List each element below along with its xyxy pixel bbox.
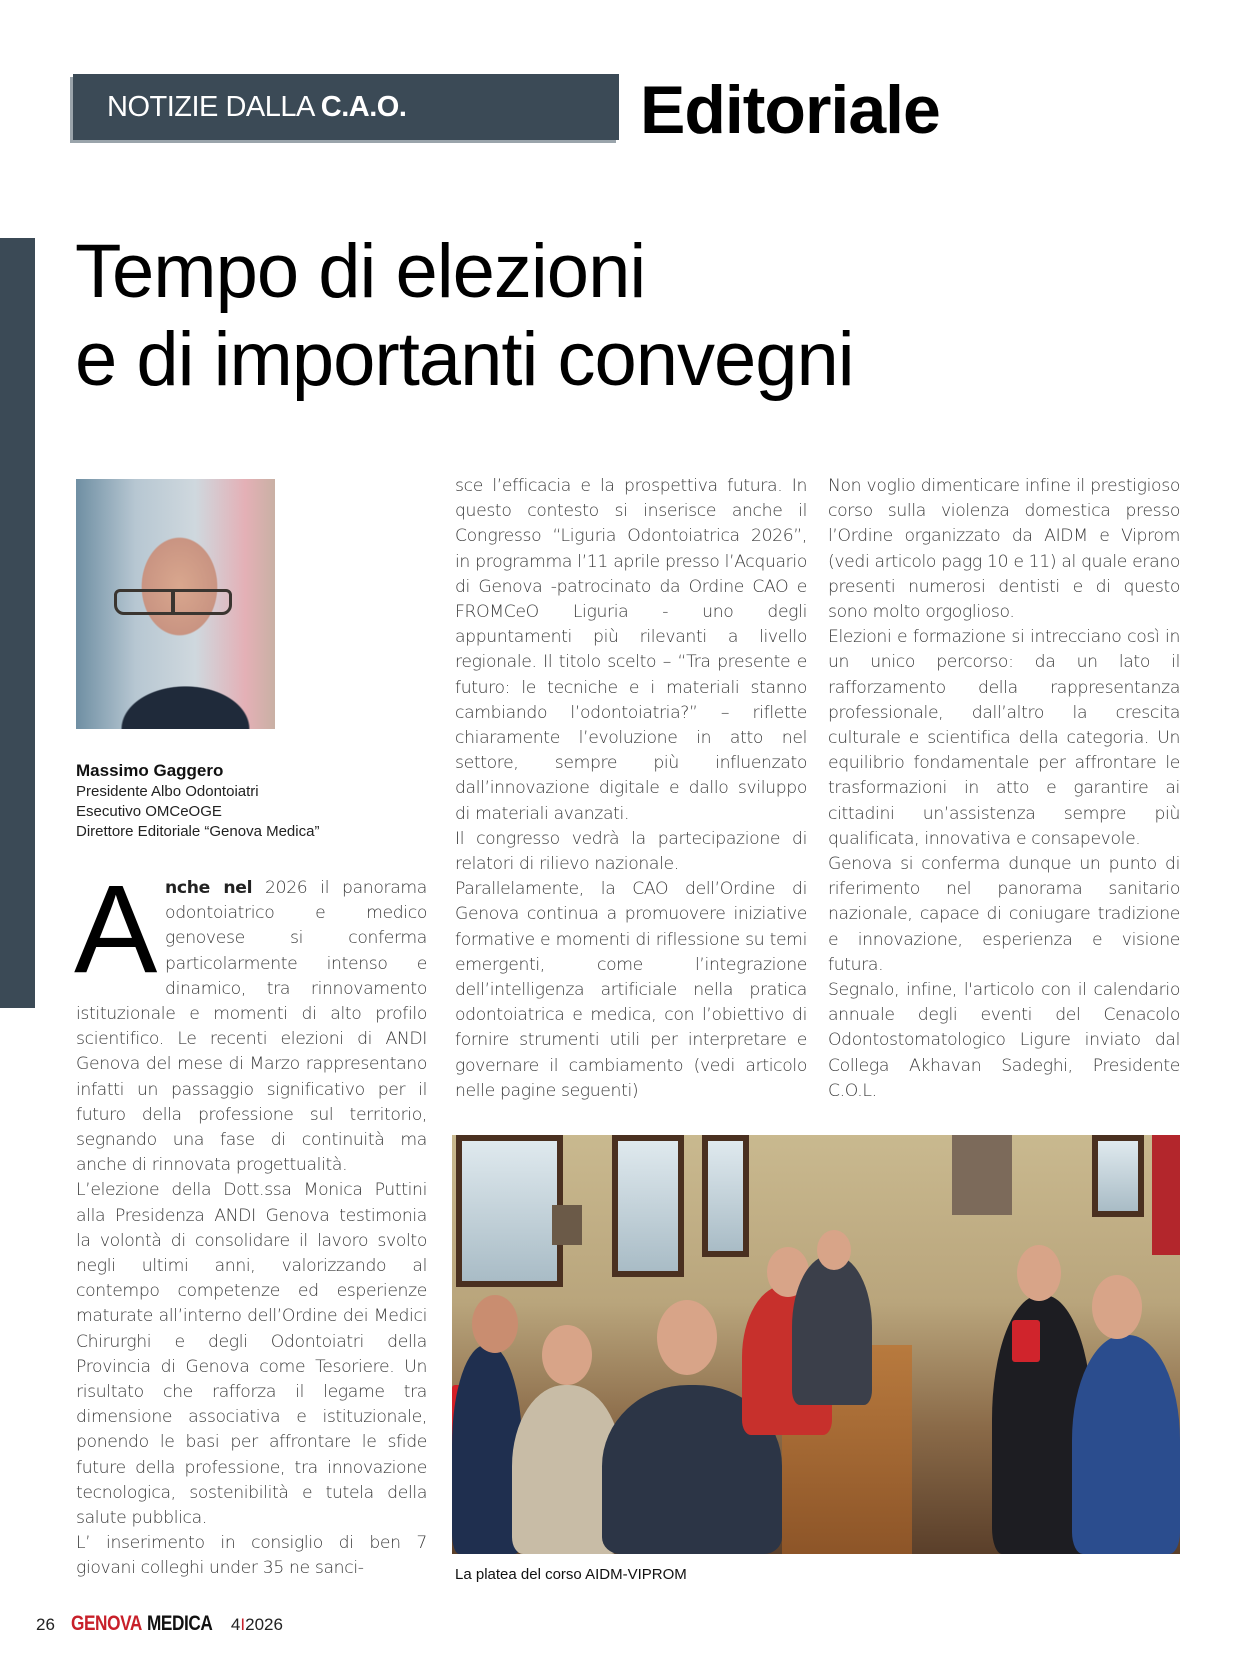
paragraph-text: 2026 il panorama odontoiatrico e medico genovese si conferma particolarmente intenso e dinamico, tra rinnovamento istituzionale e momenti di alto profilo scientifico. Le recenti elezioni di ANDI Genova del mese di Marzo rappresentano infatti un passaggio significativo per il futuro della professione sul territorio, segnando una fase di continuità ma anche di rinnovata progettualità.	[76, 878, 427, 1176]
author-photo	[76, 479, 275, 729]
window-shape	[702, 1135, 749, 1257]
section-label-light: NOTIZIE DALLA	[107, 90, 314, 123]
audience-photo	[452, 1135, 1180, 1554]
page-footer	[36, 1612, 283, 1636]
article-paragraph: Parallelamente, la CAO dell’Ordine di Genova continua a promuovere iniziative formative e momenti di riflessione su temi emergenti, come l’integrazione dell’intelligenza artificiale nella pratica odontoiatrica e medica, con l’obiettivo di fornire strumenti utili per interpretare e governare il cambiamento (vedi articolo nelle pagine seguenti)	[455, 879, 807, 1101]
article-paragraph: Non voglio dimenticare infine il prestigioso corso sulla violenza domestica presso l’Ordine organizzato da AIDM e Viprom (vedi articolo pagg 10 e 11) al quale erano presenti numerosi dentisti e di questo sono molto orgoglioso.	[828, 476, 1180, 623]
article-paragraph: L’elezione della Dott.ssa Monica Puttini alla Presidenza ANDI Genova testimonia la volontà di consolidare il lavoro svolto negli ultimi anni, valorizzando al contempo competenze ed esperienze maturate all’interno dell’Ordine dei Medici Chirurghi e degli Odontoiatri della Provincia di Genova come Tesoriere. Un risultato che rafforza il legame tra dimensione associativa e istituzionale, ponendo le basi per affrontare le sfide future della professione, tra innovazione tecnologica, sostenibilità e tutela della salute pubblica.	[76, 1180, 427, 1529]
article-paragraph: L’ inserimento in consiglio di ben 7 giovani colleghi under 35 ne sanci-	[76, 1533, 427, 1579]
side-accent-bar	[0, 238, 35, 1008]
author-role: Presidente Albo Odontoiatri	[76, 783, 259, 800]
section-label-bold: C.A.O.	[320, 90, 407, 123]
article-column-2	[455, 474, 807, 1104]
photo-caption: La platea del corso AIDM-VIPROM	[455, 1566, 687, 1583]
window-shape	[612, 1135, 684, 1277]
article-column-1	[74, 860, 427, 1582]
head-shape	[657, 1300, 717, 1375]
author-role: Esecutivo OMCeOGE	[76, 803, 222, 820]
section-title: Editoriale	[640, 72, 940, 148]
brand-genova: GENOVA	[70, 1612, 142, 1635]
brand-medica: MEDICA	[146, 1612, 213, 1635]
section-banner	[73, 74, 619, 140]
glasses-shape	[114, 589, 232, 615]
person-shape	[792, 1255, 872, 1405]
article-column-3	[828, 474, 1180, 1104]
drop-cap: A	[74, 860, 158, 999]
window-shape	[456, 1135, 563, 1287]
person-shape	[1072, 1335, 1180, 1554]
issue-separator: I	[240, 1615, 246, 1634]
head-shape	[817, 1230, 851, 1270]
head-shape	[1092, 1275, 1142, 1339]
lead-in: nche nel	[165, 878, 253, 898]
author-block	[76, 760, 416, 842]
article-paragraph: Elezioni e formazione si intrecciano così in un unico percorso: da un lato il rafforzamento della rappresentanza professionale, dall’altro la crescita culturale e scientifica della categoria. Un equilibrio fondamentale per affrontare le trasformazioni in atto e garantire ai cittadini un’assistenza sempre più qualificata, innovativa e consapevole.	[828, 627, 1180, 849]
page-number: 26	[36, 1615, 55, 1634]
issue-number	[231, 1615, 283, 1635]
phone-shape	[1012, 1320, 1040, 1362]
painting-shape	[552, 1205, 582, 1245]
headline-line-2: e di importanti convegni	[75, 317, 854, 402]
article-paragraph: Segnalo, infine, l'articolo con il calendario annuale degli eventi del Cenacolo Odontostomatologico Ligure inviato dal Collega Akhavan Sadeghi, Presidente C.O.L.	[828, 980, 1180, 1101]
headline-line-1: Tempo di elezioni	[75, 229, 646, 314]
curtain-shape	[1152, 1135, 1180, 1255]
article-paragraph: Genova si conferma dunque un punto di riferimento nel panorama sanitario nazionale, capace di coniugare tradizione e innovazione, esperienza e visione futura.	[828, 854, 1180, 975]
head-shape	[542, 1325, 592, 1385]
section-label	[107, 91, 406, 124]
window-shape	[1092, 1135, 1144, 1217]
article-paragraph: sce l’efficacia e la prospettiva futura. In questo contesto si inserisce anche il Congresso “Liguria Odontoiatrica 2026”, in programma l’11 aprile presso l’Acquario di Genova -patrocinato da Ordine CAO e FROMCeO Liguria - uno degli appuntamenti più rilevanti a livello regionale. Il titolo scelto – “Tra presente e futuro: le tecniche e i materiali stanno cambiando l’odontoiatria?” – riflette chiaramente l’evoluzione in atto nel settore, sempre più influenzato dall’innovazione digitale e dallo sviluppo di materiali avanzati.	[455, 476, 807, 824]
author-name: Massimo Gaggero	[76, 761, 224, 780]
issue-num: 4	[230, 1615, 241, 1634]
head-shape	[472, 1295, 518, 1353]
head-shape	[1017, 1245, 1061, 1301]
article-headline	[75, 228, 854, 404]
issue-year: 2026	[245, 1615, 283, 1634]
article-paragraph	[74, 860, 427, 1178]
article-paragraph: Il congresso vedrà la partecipazione di relatori di rilievo nazionale.	[455, 828, 807, 875]
author-role: Direttore Editoriale “Genova Medica”	[76, 823, 320, 840]
painting-shape	[952, 1135, 1012, 1215]
